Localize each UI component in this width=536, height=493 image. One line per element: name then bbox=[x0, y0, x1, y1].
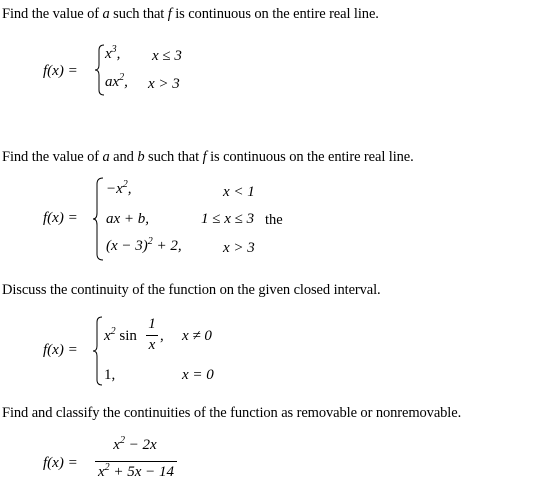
problem-2-piece-1-expr: $-x^2$, bbox=[106, 179, 132, 197]
problem-3-lhs: f(x) = bbox=[43, 342, 78, 358]
problem-3-frac-den: x bbox=[148, 337, 156, 353]
problem-2-brace bbox=[93, 177, 105, 261]
problem-3-prompt: Discuss the continuity of the function on the given closed interval. bbox=[2, 282, 381, 298]
problem-1-lhs: f(x) = bbox=[43, 63, 78, 79]
problem-3-piece-2-expr: 1, bbox=[104, 367, 116, 383]
problem-2-piece-2-cond: 1 ≤ x ≤ 3 bbox=[201, 211, 255, 227]
problem-1-piece-1-expr: $x^3$, bbox=[105, 44, 121, 62]
problem-2-lhs: f(x) = bbox=[43, 210, 78, 226]
problem-2-trailing-text: the bbox=[265, 212, 283, 228]
problem-1-brace bbox=[95, 44, 105, 96]
problem-1-piece-1-cond: x ≤ 3 bbox=[152, 48, 182, 64]
problem-1-piece-2-expr: $ax^2$, bbox=[105, 72, 128, 90]
problem-1-prompt: Find the value of a such that f is continuous on the entire real line. bbox=[2, 6, 379, 22]
problem-1-piece-2-cond: x > 3 bbox=[148, 76, 180, 92]
problem-2-piece-3-cond: x > 3 bbox=[223, 240, 255, 256]
problem-3-brace bbox=[93, 316, 103, 386]
problem-3-piece-2-cond: x = 0 bbox=[182, 367, 214, 383]
problem-3-frac-bar bbox=[146, 335, 158, 336]
problem-4-lhs: f(x) = bbox=[43, 455, 78, 471]
problem-3-piece-1-expr: $x^2$ sin bbox=[104, 326, 137, 344]
problem-4-prompt: Find and classify the continuities of the function as removable or nonremovable. bbox=[2, 405, 462, 421]
problem-2-piece-2-expr: ax + b, bbox=[106, 211, 150, 227]
problem-3-frac-num: 1 bbox=[148, 316, 156, 332]
problem-3-piece-1-cond: x ≠ 0 bbox=[182, 328, 212, 344]
problem-3-comma: , bbox=[160, 328, 164, 344]
problem-4-denominator: $x^2 + 5x - 14$ bbox=[97, 462, 175, 480]
problem-2-piece-3-expr: $(x - 3)^2 + 2$, bbox=[106, 236, 182, 254]
problem-2-piece-1-cond: x < 1 bbox=[223, 184, 255, 200]
problem-4-numerator: $x^2 - 2x$ bbox=[113, 435, 157, 453]
problem-2-prompt: Find the value of a and b such that f is continuous on the entire real line. bbox=[2, 149, 414, 165]
